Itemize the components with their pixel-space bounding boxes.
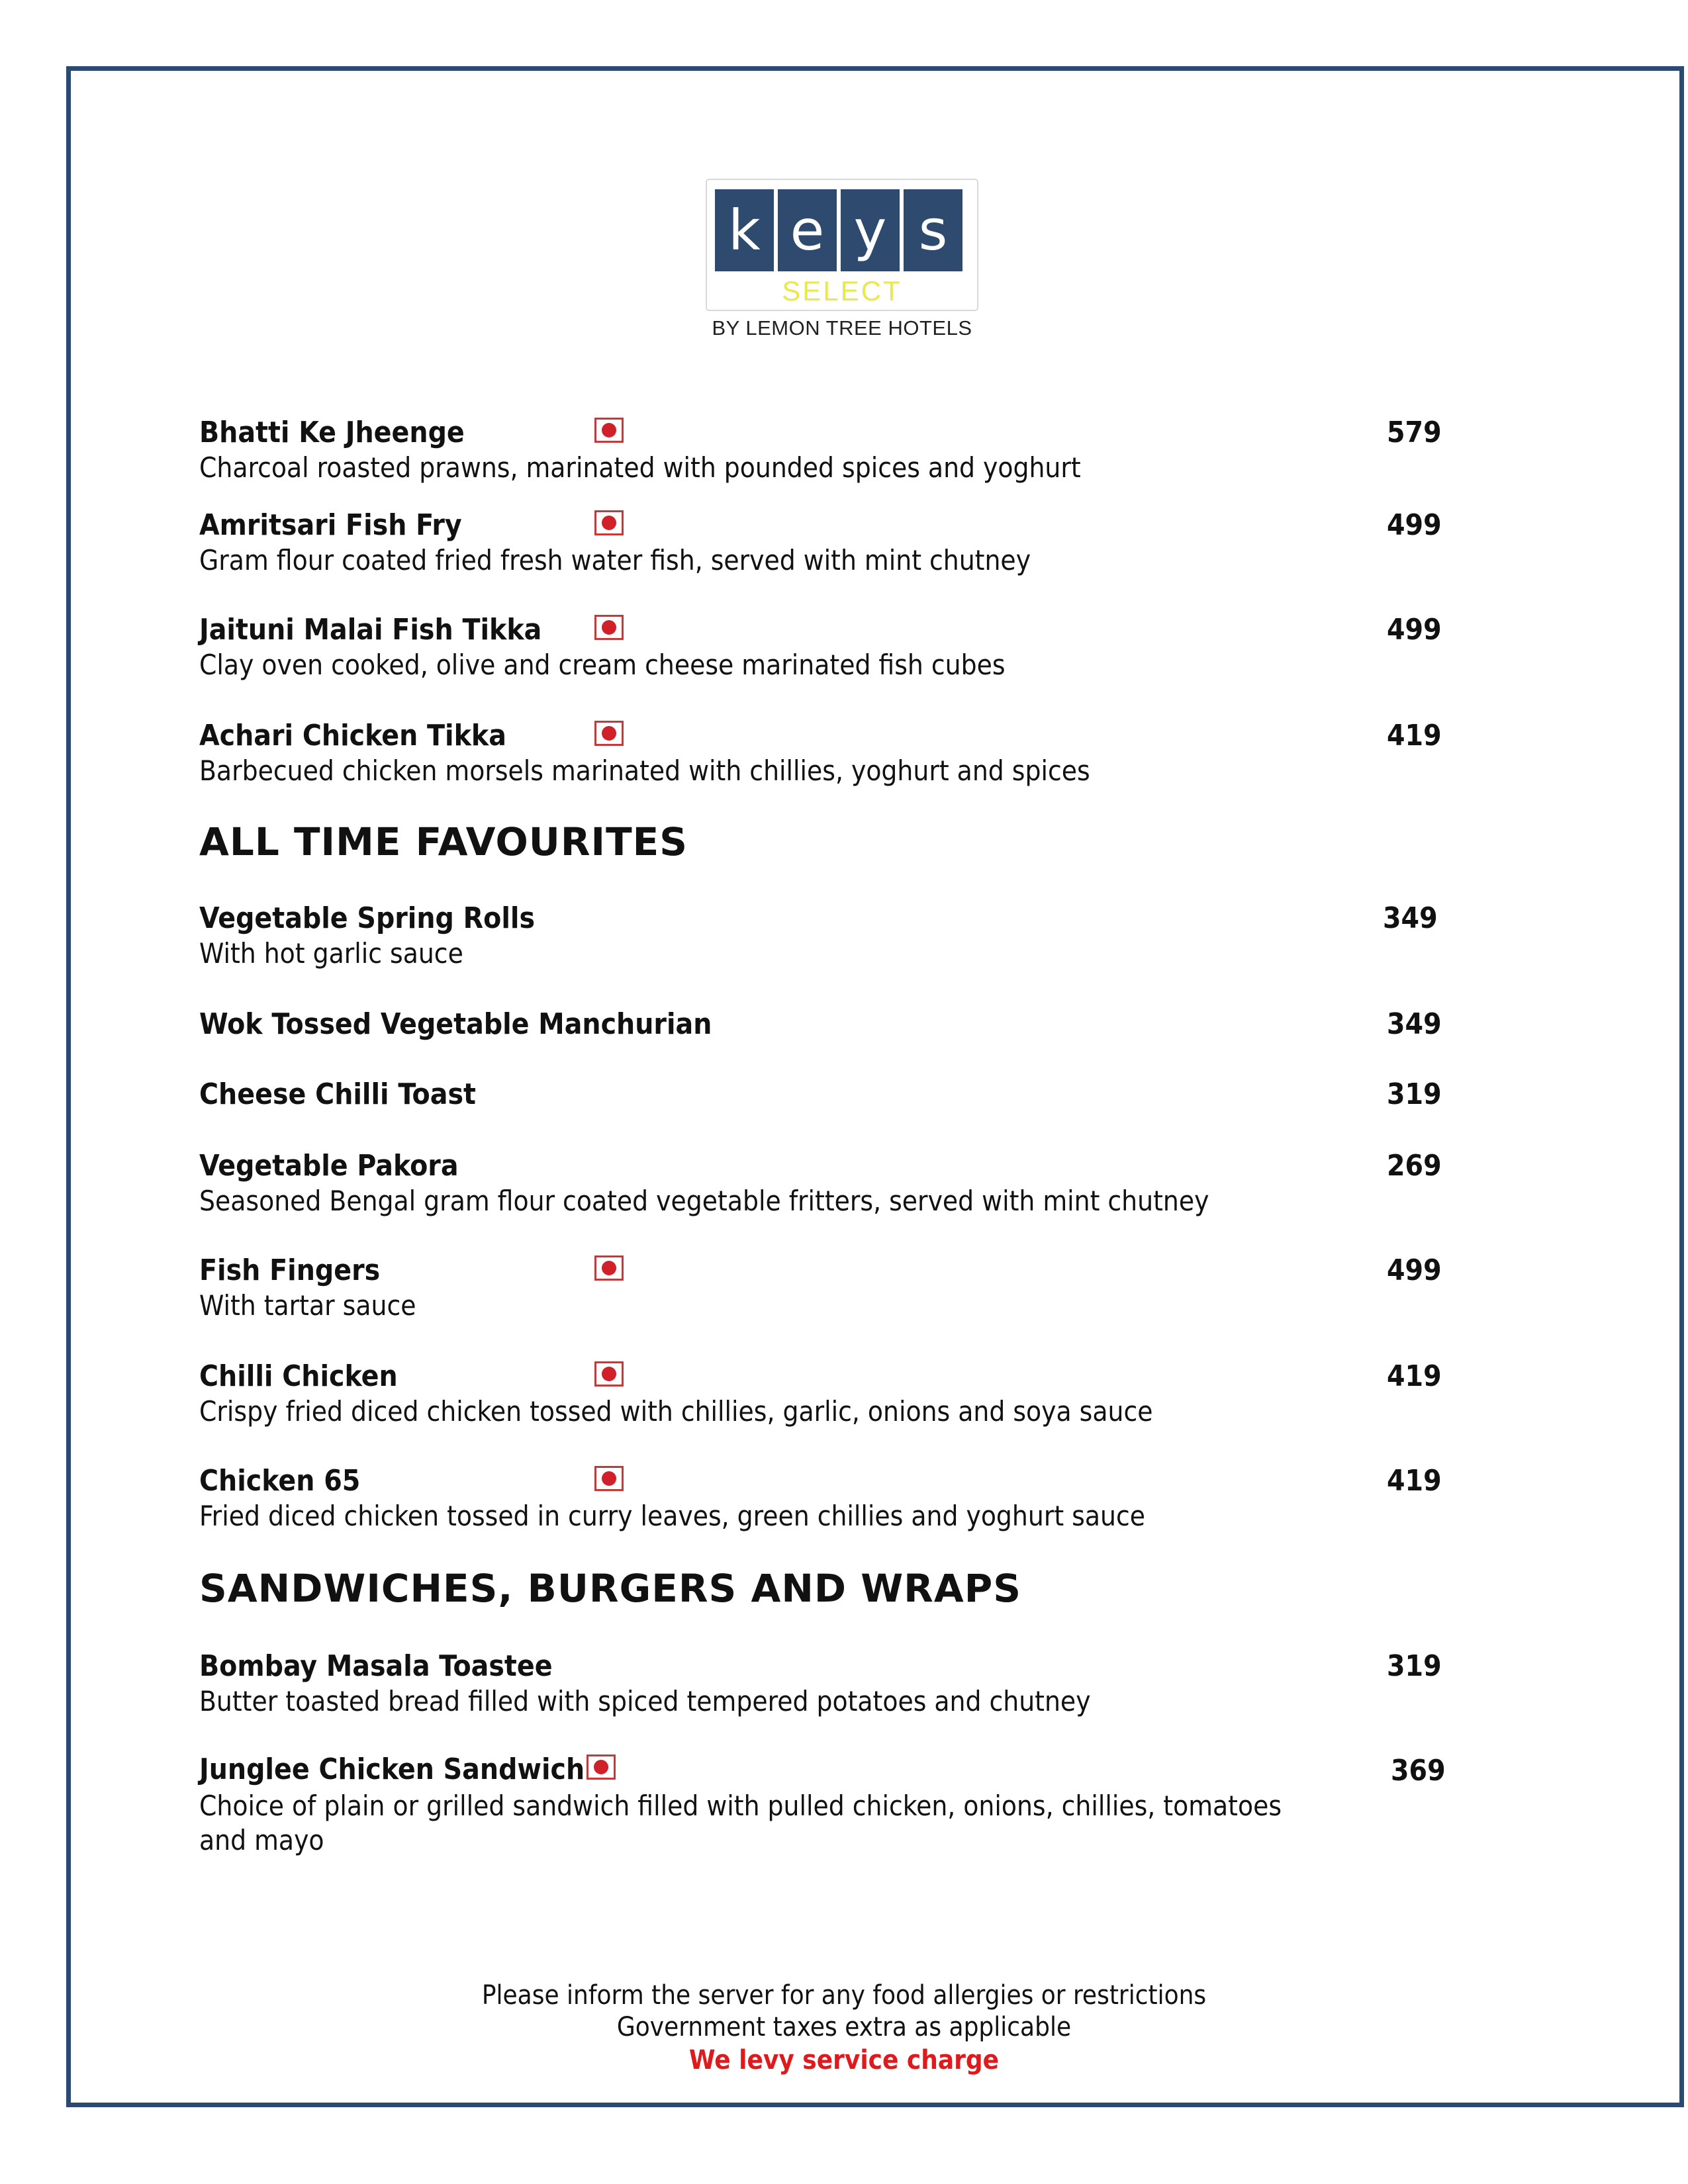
item-name: Fish Fingers (199, 1253, 381, 1287)
item-name: Wok Tossed Vegetable Manchurian (199, 1007, 712, 1041)
item-price: 419 (1387, 1359, 1442, 1393)
non-veg-mark-icon (594, 615, 624, 640)
item-description: Charcoal roasted prawns, marinated with pounded spices and yoghurt (199, 451, 1081, 484)
logo-tile-s: s (904, 189, 962, 271)
non-veg-mark-icon (594, 1255, 624, 1281)
item-description: Fried diced chicken tossed in curry leaves, green chillies and yoghurt sauce (199, 1500, 1145, 1532)
footer-tax-note: Government taxes extra as applicable (616, 2012, 1072, 2042)
item-name: Bhatti Ke Jheenge (199, 416, 465, 449)
item-price: 319 (1387, 1077, 1442, 1111)
item-description: Crispy fried diced chicken tossed with chillies, garlic, onions and soya sauce (199, 1395, 1153, 1428)
item-price: 499 (1387, 613, 1442, 647)
item-name: Bombay Masala Toastee (199, 1649, 553, 1683)
item-price: 419 (1387, 1464, 1442, 1498)
non-veg-mark-icon (594, 1466, 624, 1491)
keys-select-logo (706, 179, 978, 311)
non-veg-mark-icon (594, 1361, 624, 1387)
item-name: Vegetable Spring Rolls (199, 901, 536, 935)
item-price: 499 (1387, 1253, 1442, 1287)
logo-select-text: SELECT (782, 275, 902, 306)
item-name: Vegetable Pakora (199, 1149, 459, 1183)
item-price: 349 (1387, 1007, 1442, 1041)
item-price: 579 (1387, 416, 1442, 449)
non-veg-mark-icon (586, 1754, 616, 1780)
item-name: Chicken 65 (199, 1464, 361, 1498)
item-description: With hot garlic sauce (199, 937, 463, 970)
section-heading-sandwiches: SANDWICHES, BURGERS AND WRAPS (199, 1566, 1022, 1611)
item-name: Chilli Chicken (199, 1359, 398, 1393)
non-veg-mark-icon (594, 721, 624, 746)
footer-allergy-note: Please inform the server for any food allergies or restrictions (481, 1980, 1207, 2011)
logo-tile-e: e (778, 189, 837, 271)
non-veg-mark-icon (594, 510, 624, 535)
item-price: 349 (1383, 901, 1438, 935)
item-description: Gram flour coated fried fresh water fish, served with mint chutney (199, 544, 1031, 576)
item-name: Achari Chicken Tikka (199, 719, 506, 752)
item-name: Junglee Chicken Sandwich (199, 1752, 585, 1786)
item-price: 319 (1387, 1649, 1442, 1683)
item-description: Seasoned Bengal gram flour coated vegetable fritters, served with mint chutney (199, 1185, 1209, 1217)
item-name: Cheese Chilli Toast (199, 1077, 476, 1111)
item-description: Choice of plain or grilled sandwich filled with pulled chicken, onions, chillies, tomatoes (199, 1790, 1282, 1822)
non-veg-mark-icon (594, 418, 624, 443)
item-price: 369 (1391, 1754, 1446, 1788)
item-name: Jaituni Malai Fish Tikka (199, 613, 542, 647)
item-description-continued: and mayo (199, 1824, 324, 1856)
item-description: Barbecued chicken morsels marinated with chillies, yoghurt and spices (199, 754, 1090, 787)
logo-tile-k: k (715, 189, 774, 271)
section-heading-all-time-favourites: ALL TIME FAVOURITES (199, 819, 688, 864)
item-name: Amritsari Fish Fry (199, 508, 462, 542)
item-description: Clay oven cooked, olive and cream cheese marinated fish cubes (199, 649, 1006, 681)
item-price: 419 (1387, 719, 1442, 752)
logo-tile-y: y (841, 189, 900, 271)
footer-service-charge: We levy service charge (688, 2045, 1000, 2075)
item-description: Butter toasted bread filled with spiced tempered potatoes and chutney (199, 1685, 1091, 1717)
item-description: With tartar sauce (199, 1289, 416, 1322)
item-price: 499 (1387, 508, 1442, 542)
item-price: 269 (1387, 1149, 1442, 1183)
logo-tagline: BY LEMON TREE HOTELS (712, 316, 972, 340)
